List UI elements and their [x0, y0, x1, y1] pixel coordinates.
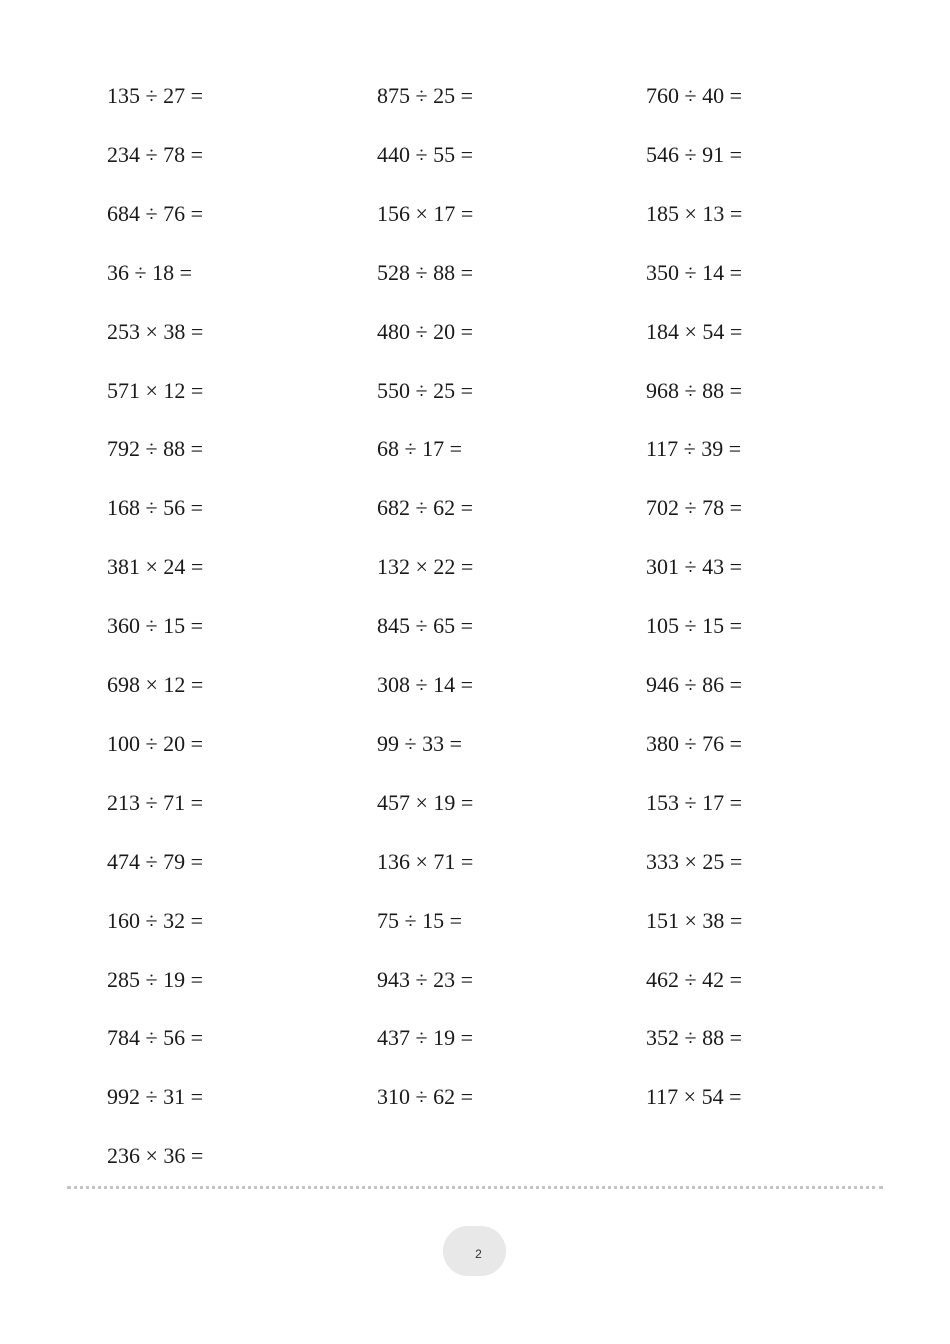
problem-c3-r14: 333 × 25 = — [646, 848, 743, 874]
problem-c1-r9: 381 × 24 = — [107, 554, 204, 580]
problem-c1-r15: 160 ÷ 32 = — [107, 907, 203, 933]
problem-c2-r11: 308 ÷ 14 = — [377, 672, 473, 697]
problem-c1-r18: 992 ÷ 31 = — [107, 1084, 203, 1110]
problem-c1-r11: 698 × 12 = — [107, 672, 204, 697]
page-number: 2 — [475, 1247, 482, 1261]
problem-c2-r4: 528 ÷ 88 = — [377, 259, 473, 285]
problem-c3-r7: 117 ÷ 39 = — [646, 436, 742, 462]
problem-c2-r14: 136 × 71 = — [377, 848, 474, 874]
problem-c2-r9: 132 × 22 = — [377, 554, 474, 580]
problem-c2-r6: 550 ÷ 25 = — [377, 377, 473, 403]
problem-c2-r3: 156 × 17 = — [377, 200, 474, 226]
problem-c1-r1: 135 ÷ 27 = — [107, 83, 203, 108]
problem-c1-r16: 285 ÷ 19 = — [107, 966, 203, 992]
problem-c1-r3: 684 ÷ 76 = — [107, 200, 203, 226]
problem-c2-r2: 440 ÷ 55 = — [377, 141, 473, 167]
problem-c1-r17: 784 ÷ 56 = — [107, 1025, 203, 1051]
problem-c3-r9: 301 ÷ 43 = — [646, 554, 742, 580]
problem-c2-r10: 845 ÷ 65 = — [377, 613, 473, 639]
problem-c2-r15: 75 ÷ 15 = — [377, 907, 462, 933]
problem-c2-r18: 310 ÷ 62 = — [377, 1084, 473, 1110]
problem-c3-r15: 151 × 38 = — [646, 907, 743, 933]
problem-c3-r1: 760 ÷ 40 = — [646, 83, 742, 108]
problem-c2-r1: 875 ÷ 25 = — [377, 83, 473, 108]
problem-c3-r16: 462 ÷ 42 = — [646, 966, 742, 992]
problem-c1-r14: 474 ÷ 79 = — [107, 848, 203, 874]
problem-c3-r17: 352 ÷ 88 = — [646, 1025, 742, 1051]
problem-c1-r6: 571 × 12 = — [107, 377, 204, 403]
problem-c3-r10: 105 ÷ 15 = — [646, 613, 742, 639]
problem-c3-r8: 702 ÷ 78 = — [646, 495, 742, 521]
dotted-divider — [67, 1186, 883, 1189]
problem-c1-r4: 36 ÷ 18 = — [107, 259, 192, 285]
problem-c3-r4: 350 ÷ 14 = — [646, 259, 742, 285]
problem-c1-r10: 360 ÷ 15 = — [107, 613, 203, 639]
problem-c2-r12: 99 ÷ 33 = — [377, 730, 462, 756]
problem-c3-r11: 946 ÷ 86 = — [646, 672, 742, 697]
problem-c1-r12: 100 ÷ 20 = — [107, 730, 203, 756]
problem-c3-r13: 153 ÷ 17 = — [646, 789, 742, 815]
problem-c3-r12: 380 ÷ 76 = — [646, 730, 742, 756]
problem-c3-r3: 185 × 13 = — [646, 200, 743, 226]
problem-c1-r19: 236 × 36 = — [107, 1143, 204, 1169]
problem-c2-r17: 437 ÷ 19 = — [377, 1025, 473, 1051]
problem-c3-r2: 546 ÷ 91 = — [646, 141, 742, 167]
page-number-badge — [443, 1226, 506, 1276]
problem-c1-r2: 234 ÷ 78 = — [107, 141, 203, 167]
problem-c2-r13: 457 × 19 = — [377, 789, 474, 815]
problem-c3-r5: 184 × 54 = — [646, 318, 743, 344]
problem-c3-r6: 968 ÷ 88 = — [646, 377, 742, 403]
problem-c1-r5: 253 × 38 = — [107, 318, 204, 344]
problem-c2-r16: 943 ÷ 23 = — [377, 966, 473, 992]
problem-c1-r7: 792 ÷ 88 = — [107, 436, 203, 462]
problem-c3-r18: 117 × 54 = — [646, 1084, 742, 1110]
problem-c2-r7: 68 ÷ 17 = — [377, 436, 462, 462]
problem-c2-r8: 682 ÷ 62 = — [377, 495, 473, 521]
problem-c1-r8: 168 ÷ 56 = — [107, 495, 203, 521]
problem-c2-r5: 480 ÷ 20 = — [377, 318, 473, 344]
problem-c1-r13: 213 ÷ 71 = — [107, 789, 203, 815]
